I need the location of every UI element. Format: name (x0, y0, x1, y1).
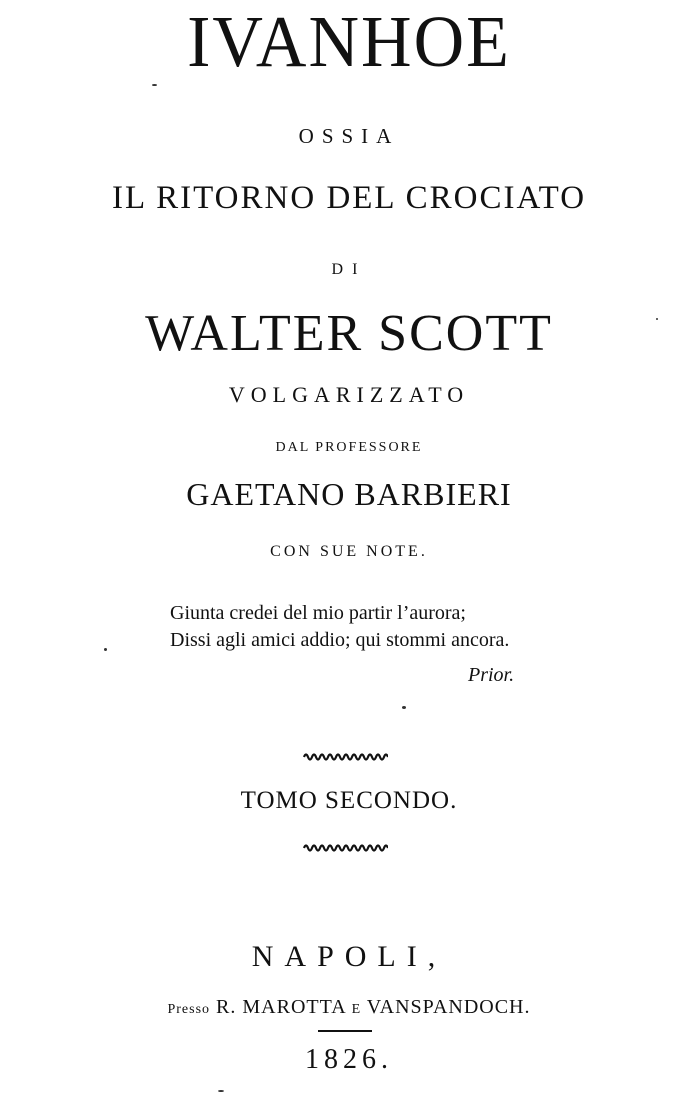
ornament-divider-bottom (302, 842, 388, 852)
scan-speck (656, 318, 658, 320)
ornament-divider-top (302, 751, 388, 761)
volume-label: TOMO SECONDO. (240, 787, 458, 814)
volgarizzato-label: VOLGARIZZATO (228, 382, 470, 407)
imprint-rule (318, 1030, 372, 1032)
ossia-label: OSSIA (298, 124, 400, 148)
con-sue-note-label: CON SUE NOTE. (270, 543, 428, 560)
publisher-conjunction: E (351, 1002, 362, 1017)
scan-speck (104, 648, 107, 651)
author-name: WALTER SCOTT (145, 305, 553, 362)
publisher-partner: VANSPANDOCH. (366, 996, 531, 1018)
book-subtitle: IL RITORNO DEL CROCIATO (111, 180, 587, 216)
presso-label: Presso (167, 1002, 211, 1017)
scan-speck (152, 84, 157, 86)
translator-name: GAETANO BARBIERI (186, 476, 512, 512)
book-title: IVANHOE (187, 2, 511, 83)
di-label: DI (331, 261, 367, 278)
scan-speck (218, 1090, 224, 1092)
dal-professore-label: DAL PROFESSORE (275, 440, 423, 455)
publisher-name: R. MAROTTA (216, 996, 346, 1018)
epigraph (170, 600, 640, 654)
imprint-city: NAPOLI, (251, 940, 447, 973)
scan-speck (402, 706, 406, 709)
epigraph-line-2: Dissi agli amici addio; qui stommi ancora. (170, 629, 510, 651)
epigraph-line-1: Giunta credei del mio partir l’aurora; (170, 602, 466, 624)
imprint-year: 1826. (305, 1044, 393, 1075)
imprint-publisher (0, 997, 698, 1017)
epigraph-attribution: Prior. (468, 664, 515, 686)
